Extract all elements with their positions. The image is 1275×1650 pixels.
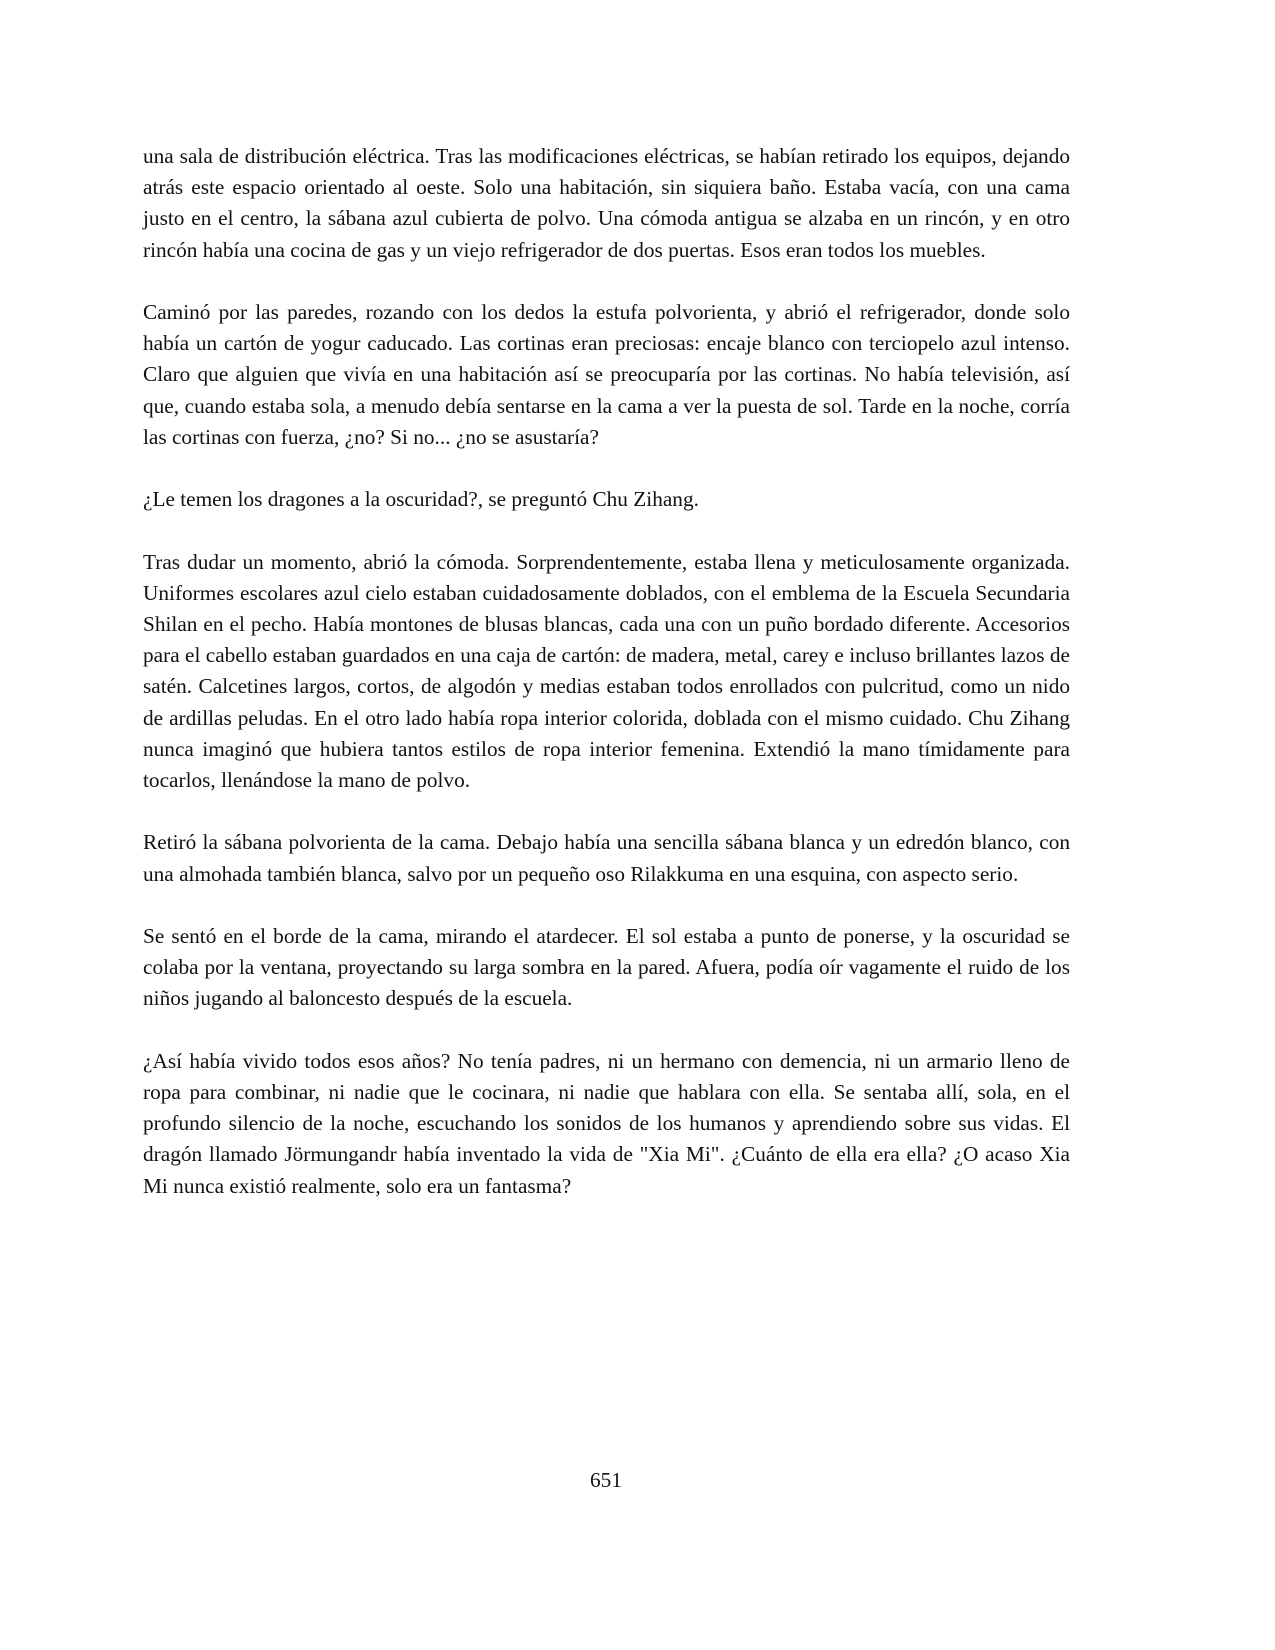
page-body <box>143 141 1070 1233</box>
paragraph: Caminó por las paredes, rozando con los dedos la estufa polvorienta, y abrió el refrigerador, donde solo había un cartón de yogur caducado. Las cortinas eran preciosas: encaje blanco con terciopelo azul intenso. Claro que alguien que vivía en una habitación así se preocuparía por las cortinas. No había televisión, así que, cuando estaba sola, a menudo debía sentarse en la cama a ver la puesta de sol. Tarde en la noche, corría las cortinas con fuerza, ¿no? Si no... ¿no se asustaría? <box>143 300 1070 449</box>
paragraph: Retiró la sábana polvorienta de la cama. Debajo había una sencilla sábana blanca y un edredón blanco, con una almohada también blanca, salvo por un pequeño oso Rilakkuma en una esquina, con aspecto serio. <box>143 830 1070 886</box>
page-number: 651 <box>590 1468 622 1492</box>
paragraph: ¿Así había vivido todos esos años? No tenía padres, ni un hermano con demencia, ni un armario lleno de ropa para combinar, ni nadie que le cocinara, ni nadie que hablara con ella. Se sentaba allí, sola, en el profundo silencio de la noche, escuchando los sonidos de los humanos y aprendiendo sobre sus vidas. El dragón llamado Jörmungandr había inventado la vida de "Xia Mi". ¿Cuánto de ella era ella? ¿O acaso Xia Mi nunca existió realmente, solo era un fantasma? <box>143 1048 1070 1198</box>
paragraph: ¿Le temen los dragones a la oscuridad?, se preguntó Chu Zihang. <box>143 487 699 512</box>
paragraph: Tras dudar un momento, abrió la cómoda. Sorprendentemente, estaba llena y meticulosamente organizada. Uniformes escolares azul cielo estaban cuidadosamente doblados, con el emblema de la Escuela Secundaria Shilan en el pecho. Había montones de blusas blancas, cada una con un puño bordado diferente. Accesorios para el cabello estaban guardados en una caja de cartón: de madera, metal, carey e incluso brillantes lazos de satén. Calcetines largos, cortos, de algodón y medias estaban todos enrollados con pulcritud, como un nido de ardillas peludas. En el otro lado había ropa interior colorida, doblada con el mismo cuidado. Chu Zihang nunca imaginó que hubiera tantos estilos de ropa interior femenina. Extendió la mano tímidamente para tocarlos, llenándose la mano de polvo. <box>143 549 1070 793</box>
paragraph: una sala de distribución eléctrica. Tras las modificaciones eléctricas, se habían retirado los equipos, dejando atrás este espacio orientado al oeste. Solo una habitación, sin siquiera baño. Estaba vacía, con una cama justo en el centro, la sábana azul cubierta de polvo. Una cómoda antigua se alzaba en un rincón, y en otro rincón había una cocina de gas y un viejo refrigerador de dos puertas. Esos eran todos los muebles. <box>143 144 1070 262</box>
paragraph: Se sentó en el borde de la cama, mirando el atardecer. El sol estaba a punto de ponerse, y la oscuridad se colaba por la ventana, proyectando su larga sombra en la pared. Afuera, podía oír vagamente el ruido de los niños jugando al baloncesto después de la escuela. <box>143 924 1070 1011</box>
